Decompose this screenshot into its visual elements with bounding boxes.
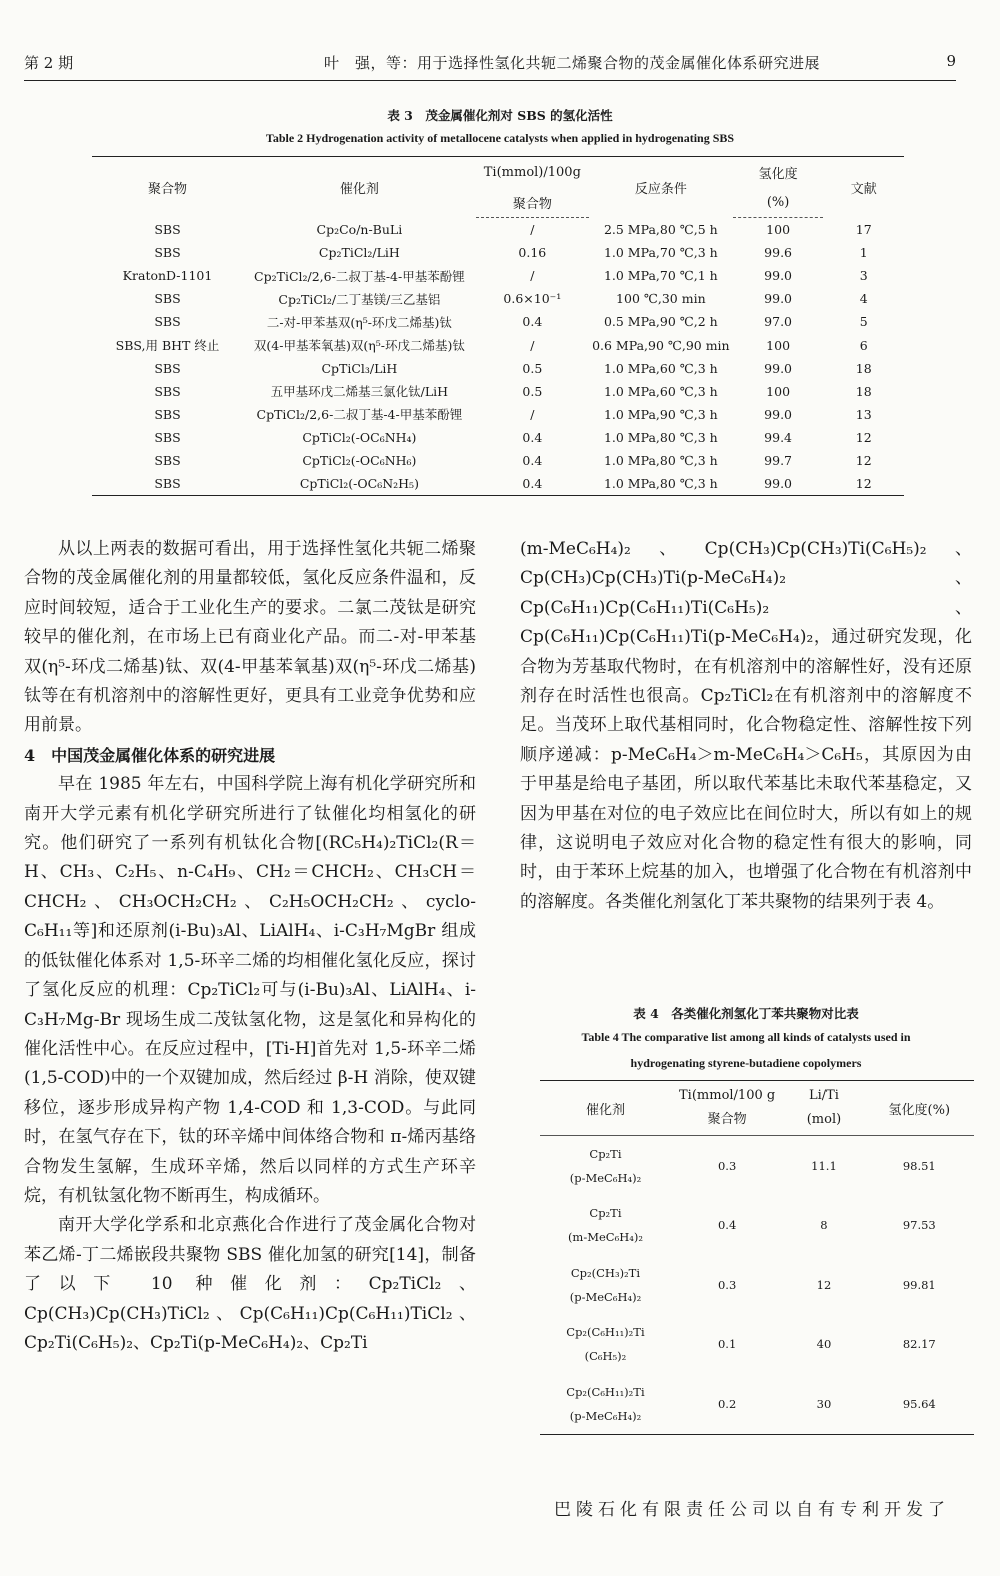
table4-header-li <box>783 1081 864 1136</box>
paragraph: 南开大学化学系和北京燕化合作进行了茂金属化合物对苯乙烯-丁二烯嵌段共聚物 SBS 催化加氢的研究[14]，制备了以下 10 种催化剂：Cp₂TiCl₂、Cp(CH₃)Cp(CH₃)TiCl₂、Cp(C₆H₁₁)Cp(C₆H₁₁)TiCl₂、Cp₂Ti(C₆H₅)₂、Cp₂Ti(p-MeC₆H₄)₂、Cp₂Ti <box>24 1215 476 1353</box>
table3 <box>92 156 904 496</box>
table-row <box>92 357 904 380</box>
cell: 12 <box>823 472 904 496</box>
cell: 5 <box>859 314 868 330</box>
cell: 6 <box>859 337 868 353</box>
table4-header-ti <box>671 1081 783 1136</box>
table3-header-degree-unit: (%) <box>733 187 824 218</box>
cell: 1.0 MPa,70 ℃,1 h <box>603 268 718 284</box>
cell: 1.0 MPa,60 ℃,3 h <box>603 383 718 399</box>
cat-line: (m-MeC₆H₄)₂ <box>567 1230 643 1245</box>
table-row <box>92 380 904 403</box>
table-row <box>540 1374 974 1434</box>
table3-header-ti: Ti(mmol)/100g <box>476 157 589 188</box>
header-line: (mol) <box>806 1112 842 1127</box>
cell: 0.5 MPa,90 ℃,2 h <box>603 314 718 330</box>
table4-header-degree: 氢化度(%) <box>865 1081 974 1136</box>
cell: 0.3 <box>717 1277 737 1292</box>
table-row <box>92 403 904 426</box>
cell: 100 <box>766 222 791 238</box>
cell: SBS <box>154 452 181 468</box>
cell: 0.2 <box>671 1374 783 1434</box>
table-row <box>92 333 904 356</box>
cell <box>540 1255 671 1315</box>
table-row <box>92 472 904 496</box>
table4 <box>540 1080 974 1435</box>
cell: 97.53 <box>902 1218 936 1233</box>
cell: KratonD-1101 <box>122 268 213 284</box>
page-number: 9 <box>946 52 956 70</box>
cell: SBS <box>154 245 181 261</box>
cell: SBS <box>154 429 181 445</box>
cat-line: (C₆H₅)₂ <box>584 1349 627 1364</box>
cell: 99.81 <box>902 1277 936 1292</box>
table3-header-conditions: 反应条件 <box>589 157 733 218</box>
cell <box>540 1196 671 1256</box>
right-column <box>520 535 972 917</box>
cell: CpTiCl₂(-OC₆N₂H₅) <box>243 472 476 496</box>
cell: 97.0 <box>764 314 793 330</box>
cell: 40 <box>816 1337 832 1352</box>
table-row <box>540 1255 974 1315</box>
cell: 4 <box>859 291 868 307</box>
cell: SBS <box>154 291 181 307</box>
paragraph: 从以上两表的数据可看出，用于选择性氢化共轭二烯聚合物的茂金属催化剂的用量都较低，氢化反应条件温和，反应时间较短，适合于工业化生产的要求。二氯二茂钛是研究较早的催化剂，在市场上已有商业化产品。而二-对-甲苯基双(η⁵-环戊二烯基)钛、双(4-甲基苯氧基)双(η⁵-环戊二烯基)钛等在有机溶剂中的溶解性更好，更具有工业竞争优势和应用前景。 <box>24 539 476 736</box>
cat-line: Cp₂(C₆H₁₁)₂Ti <box>566 1325 645 1340</box>
cell: 0.6×10⁻¹ <box>503 291 562 307</box>
table-row <box>92 310 904 333</box>
cell: 二-对-甲苯基双(η⁵-环戊二烯基)钛 <box>266 314 452 330</box>
cell: 99.0 <box>764 268 793 284</box>
cell: SBS <box>154 314 181 330</box>
cell: 30 <box>783 1374 864 1434</box>
cell: 1.0 MPa,60 ℃,3 h <box>603 360 718 376</box>
cat-line: Cp₂(C₆H₁₁)₂Ti <box>566 1384 645 1399</box>
cell: SBS,用 BHT 终止 <box>115 338 220 354</box>
table-row <box>540 1315 974 1375</box>
cell: 100 ℃,30 min <box>616 291 706 307</box>
table4-caption-cn: 表 4 各类催化剂氢化丁苯共聚物对比表 <box>633 1006 859 1021</box>
cell: / <box>530 337 535 353</box>
cell: 99.0 <box>764 291 793 307</box>
cell: 1.0 MPa,90 ℃,3 h <box>603 406 718 422</box>
cell: SBS <box>92 472 243 496</box>
cell: 1.0 MPa,80 ℃,3 h <box>603 429 718 445</box>
table3-header-catalyst: 催化剂 <box>243 157 476 218</box>
cell: 12 <box>855 429 872 445</box>
cell: 0.4 <box>522 452 543 468</box>
cell <box>540 1315 671 1375</box>
cell: 1.0 MPa,80 ℃,3 h <box>603 452 718 468</box>
cell: 18 <box>855 360 872 376</box>
table3-header-ref: 文献 <box>823 157 904 218</box>
table4-header-catalyst: 催化剂 <box>540 1081 671 1136</box>
cell: 100 <box>766 383 791 399</box>
cell <box>540 1136 671 1196</box>
table3-header-ti-unit: 聚合物 <box>476 187 589 218</box>
cell: SBS <box>154 383 181 399</box>
cell: / <box>530 268 535 284</box>
running-header <box>24 52 956 81</box>
cell: 0.4 <box>717 1218 737 1233</box>
cell: 0.16 <box>518 245 547 261</box>
cell <box>540 1374 671 1434</box>
cell: 1.0 MPa,70 ℃,3 h <box>603 245 718 261</box>
cell: 99.4 <box>764 429 793 445</box>
cell: 1 <box>859 245 868 261</box>
tail-paragraph: 巴陵石化有限责任公司以自有专利开发了 <box>554 1500 950 1520</box>
cell: 11.1 <box>811 1158 837 1173</box>
cell: 99.0 <box>733 472 824 496</box>
cell: 0.5 <box>522 360 543 376</box>
table-row <box>92 218 904 242</box>
section-heading: 4 中国茂金属催化体系的研究进展 <box>24 745 276 765</box>
cell: CpTiCl₂(-OC₆NH₄) <box>302 429 417 445</box>
cell: 3 <box>859 268 868 284</box>
cell: 99.6 <box>764 245 793 261</box>
table4-caption-en-2: hydrogenating styrene-butadiene copolymers <box>630 1056 862 1070</box>
cell: 0.4 <box>522 314 543 330</box>
cell: 82.17 <box>902 1337 936 1352</box>
cat-line: Cp₂(CH₃)₂Ti <box>570 1265 641 1280</box>
table3-header-polymer: 聚合物 <box>92 157 243 218</box>
cell: 13 <box>855 406 872 422</box>
table-row <box>540 1196 974 1256</box>
cell: Cp₂TiCl₂/2,6-二叔丁基-4-甲基苯酚锂 <box>254 268 465 284</box>
cell: SBS <box>154 406 181 422</box>
cell: 95.64 <box>865 1374 974 1434</box>
table-row <box>92 449 904 472</box>
cell: 18 <box>855 383 872 399</box>
cat-line: Cp₂Ti <box>589 1146 622 1161</box>
cat-line: Cp₂Ti <box>589 1206 622 1221</box>
running-title: 叶 强，等：用于选择性氢化共轭二烯聚合物的茂金属催化体系研究进展 <box>324 54 821 72</box>
cell: 0.4 <box>522 429 543 445</box>
cell: 0.3 <box>717 1158 737 1173</box>
cell: 1.0 MPa,80 ℃,3 h <box>589 472 733 496</box>
cell: CpTiCl₃/LiH <box>321 360 398 376</box>
cell: CpTiCl₂(-OC₆NH₆) <box>302 452 417 468</box>
cell: 17 <box>855 221 872 237</box>
cell: CpTiCl₂/2,6-二叔丁基-4-甲基苯酚锂 <box>256 407 463 423</box>
table-row <box>92 426 904 449</box>
header-line: 聚合物 <box>707 1112 747 1127</box>
cell: 五甲基环戊二烯基三氯化钛/LiH <box>270 384 449 400</box>
table3-caption-cn: 表 3 茂金属催化剂对 SBS 的氢化活性 <box>387 108 613 123</box>
cell: 99.7 <box>764 452 793 468</box>
cell: SBS <box>154 221 181 237</box>
paragraph: (m-MeC₆H₄)₂、Cp(CH₃)Cp(CH₃)Ti(C₆H₅)₂、Cp(CH₃)Cp(CH₃)Ti(p-MeC₆H₄)₂、Cp(C₆H₁₁)Cp(C₆H₁₁)Ti(C₆H₅)₂、Cp(C₆H₁₁)Cp(C₆H₁₁)Ti(p-MeC₆H₄)₂，通过研究发现，化合物为芳基取代物时，在有机溶剂中的溶解性好，没有还原剂存在时活性也很高。Cp₂TiCl₂在有机溶剂中的溶解度不足。当茂环上取代基相同时，化合物稳定性、溶解性按下列顺序递减：p-MeC₆H₄＞m-MeC₆H₄＞C₆H₅，其原因为由于甲基是给电子基团，所以取代苯基比未取代苯基稳定，又因为甲基在对位的电子效应比在间位时大，所以有如上的规律，这说明电子效应对化合物的稳定性有很大的影响，同时，由于苯环上烷基的加入，也增强了化合物在有机溶剂中的溶解度。各类催化剂氢化丁苯共聚物的结果列于表 4。 <box>520 539 972 912</box>
table-row <box>92 241 904 264</box>
cell: 0.6 MPa,90 ℃,90 min <box>592 337 730 353</box>
header-line: Li/Ti <box>808 1088 839 1103</box>
issue-number: 第 2 期 <box>24 54 74 72</box>
table3-caption-en: Table 2 Hydrogenation activity of metallocene catalysts when applied in hydrogenating SBS <box>265 131 735 145</box>
cell: SBS <box>154 360 181 376</box>
cell: 双(4-甲基苯氧基)双(η⁵-环戊二烯基)钛 <box>253 338 465 354</box>
cat-line: (p-MeC₆H₄)₂ <box>569 1170 642 1185</box>
cell: 0.4 <box>476 472 589 496</box>
cat-line: (p-MeC₆H₄)₂ <box>569 1289 642 1304</box>
cell: / <box>530 222 535 238</box>
table-row <box>92 264 904 287</box>
cell: 99.0 <box>764 406 793 422</box>
cell: Cp₂TiCl₂/二丁基镁/三乙基铝 <box>278 291 441 307</box>
cell: 98.51 <box>902 1158 936 1173</box>
left-column <box>24 535 476 1358</box>
table-row <box>540 1136 974 1196</box>
cell: / <box>530 406 535 422</box>
cell: 100 <box>766 337 791 353</box>
cell: 99.0 <box>764 360 793 376</box>
cell: 2.5 MPa,80 ℃,5 h <box>603 221 718 237</box>
paragraph: 早在 1985 年左右，中国科学院上海有机化学研究所和南开大学元素有机化学研究所进行了钛催化均相氢化的研究。他们研究了一系列有机钛化合物[(RC₅H₄)₂TiCl₂(R＝H、CH₃、C₂H₅、n-C₄H₉、CH₂＝CHCH₂、CH₃CH＝CHCH₂、CH₃OCH₂CH₂、C₂H₅OCH₂CH₂、cyclo-C₆H₁₁等]和还原剂(i-Bu)₃Al、LiAlH₄、i-C₃H₇MgBr 组成的低钛催化体系对 1,5-环辛二烯的均相催化氢化反应，探讨了氢化反应的机理：Cp₂TiCl₂可与(i-Bu)₃Al、LiAlH₄、i-C₃H₇Mg-Br 现场生成二茂钛氢化物，这是氢化和异构化的催化活性中心。在反应过程中，[Ti-H]首先对 1,5-环辛二烯(1,5-COD)中的一个双键加成，然后经过 β-H 消除，使双键移位，逐步形成异构产物 1,4-COD 和 1,3-COD。与此同时，在氢气存在下，钛的环辛烯中间体络合物和 π-烯丙基络合物发生氢解，生成环辛烯，然后以同样的方式生产环辛烷，有机钛氢化物不断再生，构成循环。 <box>24 774 476 1206</box>
table3-header-degree: 氢化度 <box>733 157 824 188</box>
header-line: Ti(mmol/100 g <box>679 1088 776 1103</box>
cell: Cp₂Co/n-BuLi <box>316 221 403 237</box>
cell: 8 <box>820 1218 828 1233</box>
cell: Cp₂TiCl₂/LiH <box>318 245 400 261</box>
cell: 0.1 <box>717 1337 737 1352</box>
cat-line: (p-MeC₆H₄)₂ <box>569 1408 642 1423</box>
cell: 12 <box>816 1277 832 1292</box>
cell: 0.5 <box>522 383 543 399</box>
table-row <box>92 287 904 310</box>
cell: 12 <box>855 452 872 468</box>
table4-caption-en-1: Table 4 The comparative list among all kinds of catalysts used in <box>581 1030 911 1044</box>
